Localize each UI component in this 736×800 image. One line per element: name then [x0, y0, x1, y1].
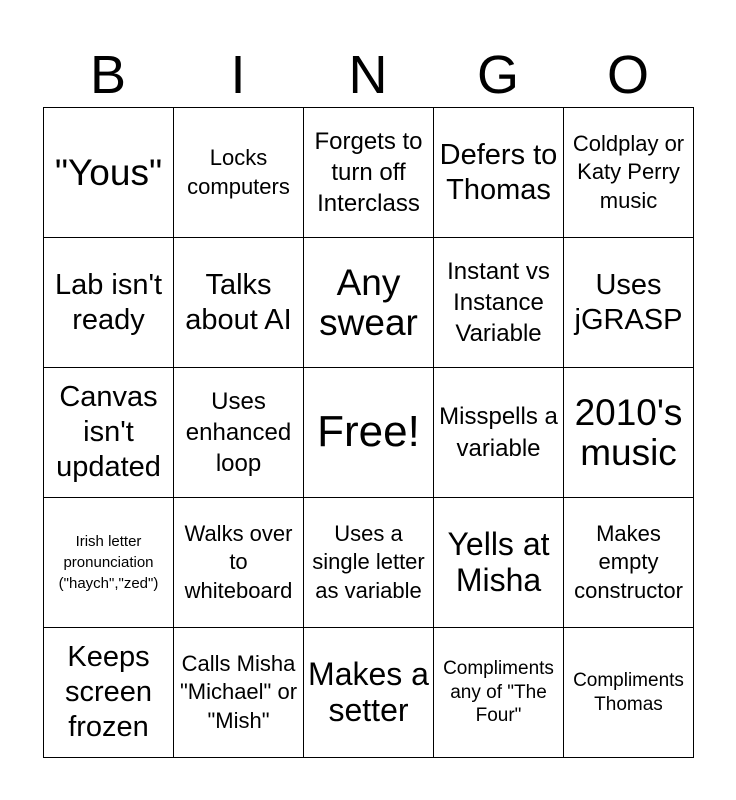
bingo-board — [43, 107, 694, 758]
header-letter-g: G — [476, 45, 519, 105]
bingo-cell[interactable]: Talks about AI — [174, 238, 304, 368]
header-letter-i: I — [230, 45, 246, 105]
header-letter-n: N — [348, 45, 388, 105]
bingo-cell[interactable]: Uses a single letter as variable — [304, 498, 434, 628]
bingo-header — [43, 44, 693, 106]
bingo-cell[interactable]: Yells at Misha — [434, 498, 564, 628]
bingo-cell[interactable]: Makes empty constructor — [564, 498, 694, 628]
bingo-cell[interactable]: Instant vs Instance Variable — [434, 238, 564, 368]
bingo-cell[interactable]: Compliments Thomas — [564, 628, 694, 758]
bingo-cell[interactable]: Misspells a variable — [434, 368, 564, 498]
bingo-cell[interactable]: Locks computers — [174, 108, 304, 238]
bingo-cell[interactable]: Canvas isn't updated — [44, 368, 174, 498]
bingo-cell[interactable]: Uses jGRASP — [564, 238, 694, 368]
bingo-cell-free[interactable]: Free! — [304, 368, 434, 498]
bingo-cell[interactable]: Compliments any of "The Four" — [434, 628, 564, 758]
bingo-cell[interactable]: Uses enhanced loop — [174, 368, 304, 498]
bingo-cell[interactable]: Forgets to turn off Interclass — [304, 108, 434, 238]
bingo-cell[interactable]: Calls Misha "Michael" or "Mish" — [174, 628, 304, 758]
bingo-cell[interactable]: Lab isn't ready — [44, 238, 174, 368]
bingo-cell[interactable]: "Yous" — [44, 108, 174, 238]
header-letter-b: B — [89, 45, 127, 105]
bingo-cell[interactable]: Makes a setter — [304, 628, 434, 758]
bingo-cell[interactable]: Irish letter pronunciation ("haych","zed") — [44, 498, 174, 628]
bingo-cell[interactable]: Any swear — [304, 238, 434, 368]
bingo-cell[interactable]: Defers to Thomas — [434, 108, 564, 238]
bingo-cell[interactable]: 2010's music — [564, 368, 694, 498]
bingo-cell[interactable]: Coldplay or Katy Perry music — [564, 108, 694, 238]
bingo-cell[interactable]: Walks over to whiteboard — [174, 498, 304, 628]
header-letter-o: O — [606, 45, 649, 105]
bingo-cell[interactable]: Keeps screen frozen — [44, 628, 174, 758]
